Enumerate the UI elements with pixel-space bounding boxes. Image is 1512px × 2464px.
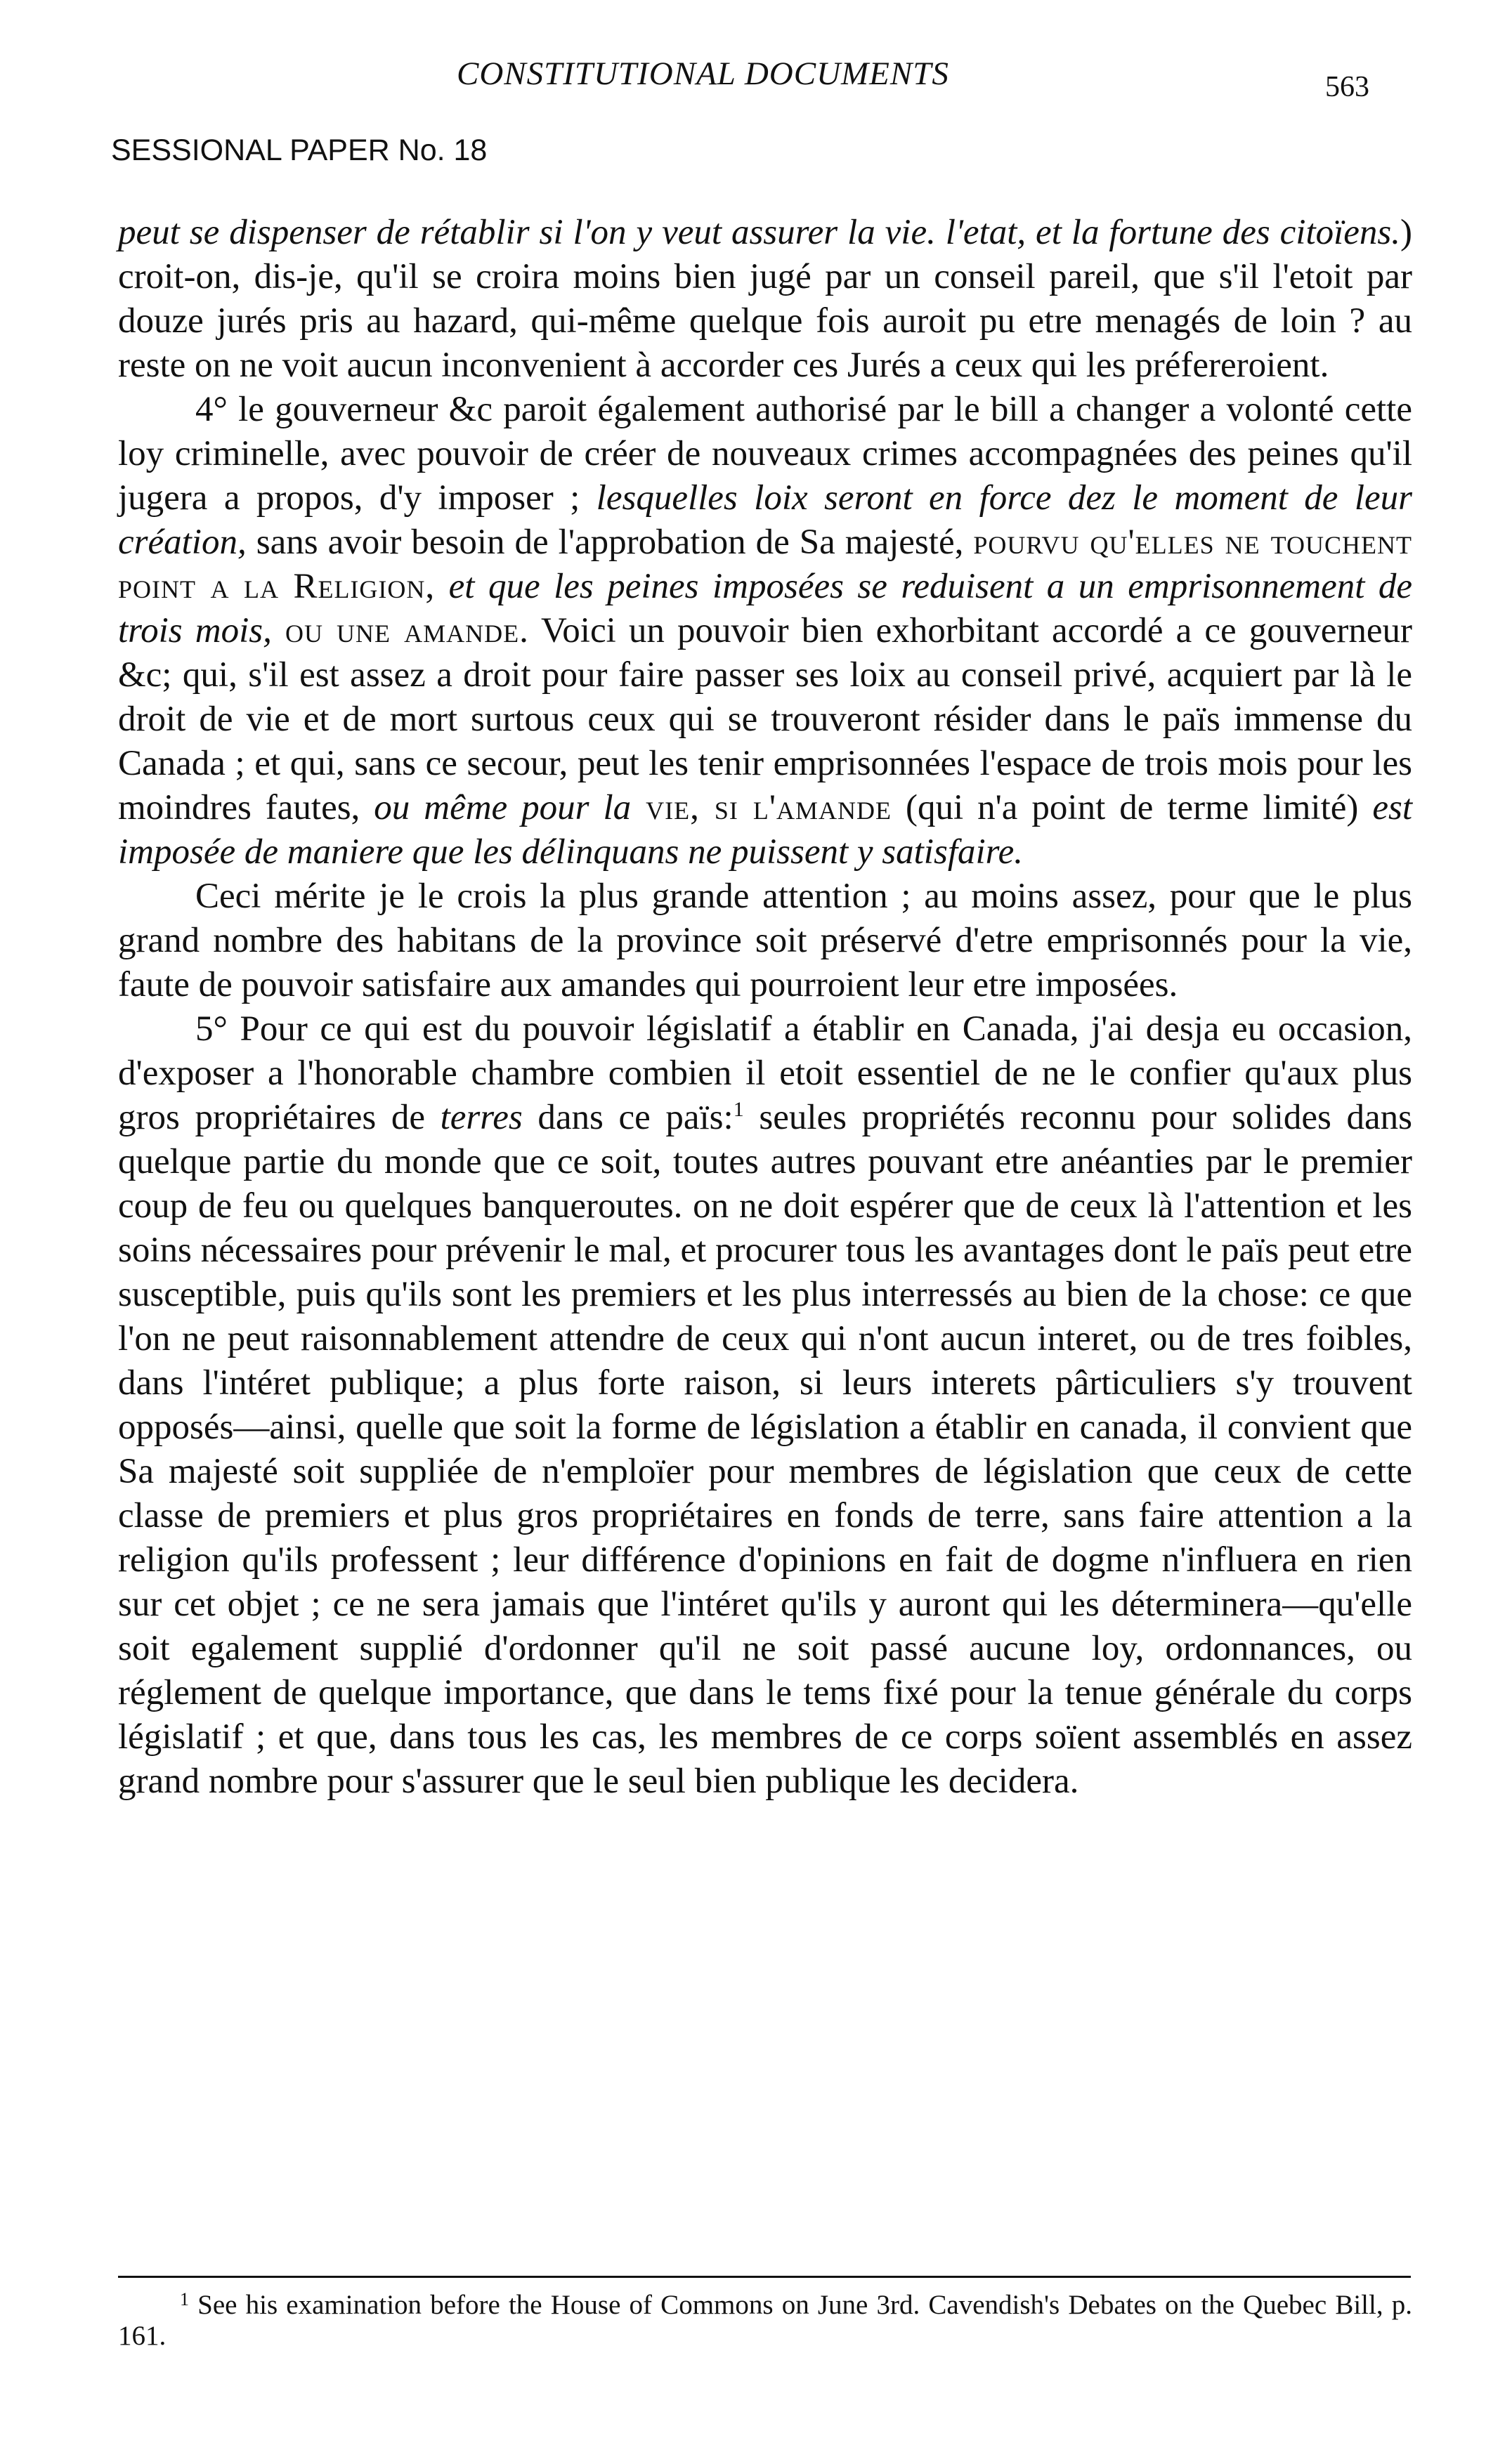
footnote-paragraph xyxy=(118,2290,1412,2352)
paragraph-2-italic-e: et que les peines imposées se reduisent a un emprisonnement de trois mois, xyxy=(118,567,1412,650)
running-title: CONSTITUTIONAL DOCUMENTS xyxy=(457,55,949,92)
paragraph-2-text-a: 4° le gouverneur &c paroit également authorisé par le bill a changer a volonté cette loy criminelle, avec pouvoir de créer de nouveaux crimes accompagnées des peines qu'il jugera a propos, d'y imposer ; xyxy=(118,390,1412,518)
page-number: 563 xyxy=(1325,71,1369,103)
paragraph-2-italic-h: ou même pour la xyxy=(374,788,632,827)
paragraph-2-text-j: (qui n'a point de terme limité) xyxy=(892,788,1373,827)
footnote xyxy=(118,2290,1412,2352)
footnote-divider xyxy=(118,2276,1411,2278)
paragraph-1 xyxy=(118,211,1412,388)
paragraph-4-text-c: dans ce païs: xyxy=(522,1098,734,1137)
paragraph-4-italic-b: terres xyxy=(440,1098,523,1137)
paragraph-2-text-g: Voici un pouvoir bien exhorbitant accordé a ce gouverneur &c; qui, s'il est assez a droit pour faire passer ses loix au conseil privé, acquiert par là le droit de vie et de mort surtous ceux qui se trouveront résider dans le païs immense du Canada ; et qui, sans ce secour, peut les tenir emprisonnées l'espace de trois mois pour les moindres fautes, xyxy=(118,611,1412,827)
paragraph-4-text-d: seules propriétés reconnu pour solides dans quelque partie du monde que ce soit, toutes autres pouvant etre anéanties par le premier coup de feu ou quelques banqueroutes. on ne doit espérer que de ceux là l'attention et les soins nécessaires pour prévenir le mal, et procurer tous les avantages dont le païs peut etre susceptible, puis qu'ils sont les premiers et les plus interressés au bien de la chose: ce que l'on ne peut raisonnablement attendre de ceux qui n'ont aucun interet, ou de tres foibles, dans l'intéret publique; a plus forte raison, si leurs interets pârticuliers s'y trouvent opposés—ainsi, quelle que soit la forme de législation a établir en canada, il convient que Sa majesté soit suppliée de n'emploïer pour membres de législation que ceux de cette classe de premiers et plus gros propriétaires en fonds de terre, sans faire attention a la religion qu'ils professent ; leur différence d'opinions en fait de dogme n'influera en rien sur cet objet ; ce ne sera jamais que l'intéret qu'ils y auront qui les déterminera—qu'elle soit egalement supplié d'ordonner qu'il ne soit passé aucune loy, ordonnances, ou réglement de quelque importance, que dans le tems fixé pour la tenue générale du corps législatif ; et que, dans tous les cas, les membres de ce corps soïent assemblés en assez grand nombre pour s'assurer que le seul bien publique les decidera. xyxy=(118,1098,1412,1801)
paragraph-4-text-a: 5° Pour ce qui est du pouvoir législatif a établir en Canada, j'ai desja eu occasion, d'exposer a l'honorable chambre combien il etoit essentiel de ne le confier qu'aux plus gros propriétaires de xyxy=(118,1009,1412,1137)
footnote-text: See his examination before the House of Commons on June 3rd. Cavendish's Debates on the Quebec Bill, p. 161. xyxy=(118,2290,1412,2351)
paragraph-2-smallcaps-i: vie, si l'amande xyxy=(631,788,892,827)
paragraph-2-italic-b: lesquelles loix seront en force dez le moment de leur création, xyxy=(118,478,1412,562)
paragraph-1-text: ) croit-on, dis-je, qu'il se croira moins bien jugé par un conseil pareil, que s'il l'etoit par douze jurés pris au hazard, qui-même quelque fois auroit pu etre menagés de loin ? au reste on ne voit aucun inconvenient à accorder ces Jurés a ceux qui les préfereroient. xyxy=(118,213,1412,385)
paragraph-2-smallcaps-f: ou une amande. xyxy=(271,611,529,650)
paragraph-2-text-c: sans avoir besoin de l'approbation de Sa majesté, xyxy=(246,523,974,562)
paragraph-4 xyxy=(118,1007,1412,1804)
sessional-paper-label: SESSIONAL PAPER No. 18 xyxy=(111,133,488,167)
paragraph-2 xyxy=(118,388,1412,874)
footnote-reference: 1 xyxy=(733,1098,744,1121)
paragraph-2-italic-k: est imposée de maniere que les délinquans ne puissent y satisfaire. xyxy=(118,788,1413,872)
paragraph-3: Ceci mérite je le crois la plus grande attention ; au moins assez, pour que le plus grand nombre des habitans de la province soit préservé d'etre emprisonnés pour la vie, faute de pouvoir satisfaire aux amandes qui pourroient leur etre imposées. xyxy=(118,877,1412,1004)
paragraph-1-italic: peut se dispenser de rétablir si l'on y veut assurer la vie. l'etat, et la fortune des citoïens. xyxy=(118,213,1401,252)
footnote-marker: 1 xyxy=(180,2289,189,2309)
paragraph-2-smallcaps-d: pourvu qu'elles ne touchent point a la Religion, xyxy=(118,523,1413,606)
body-text xyxy=(118,211,1412,1804)
